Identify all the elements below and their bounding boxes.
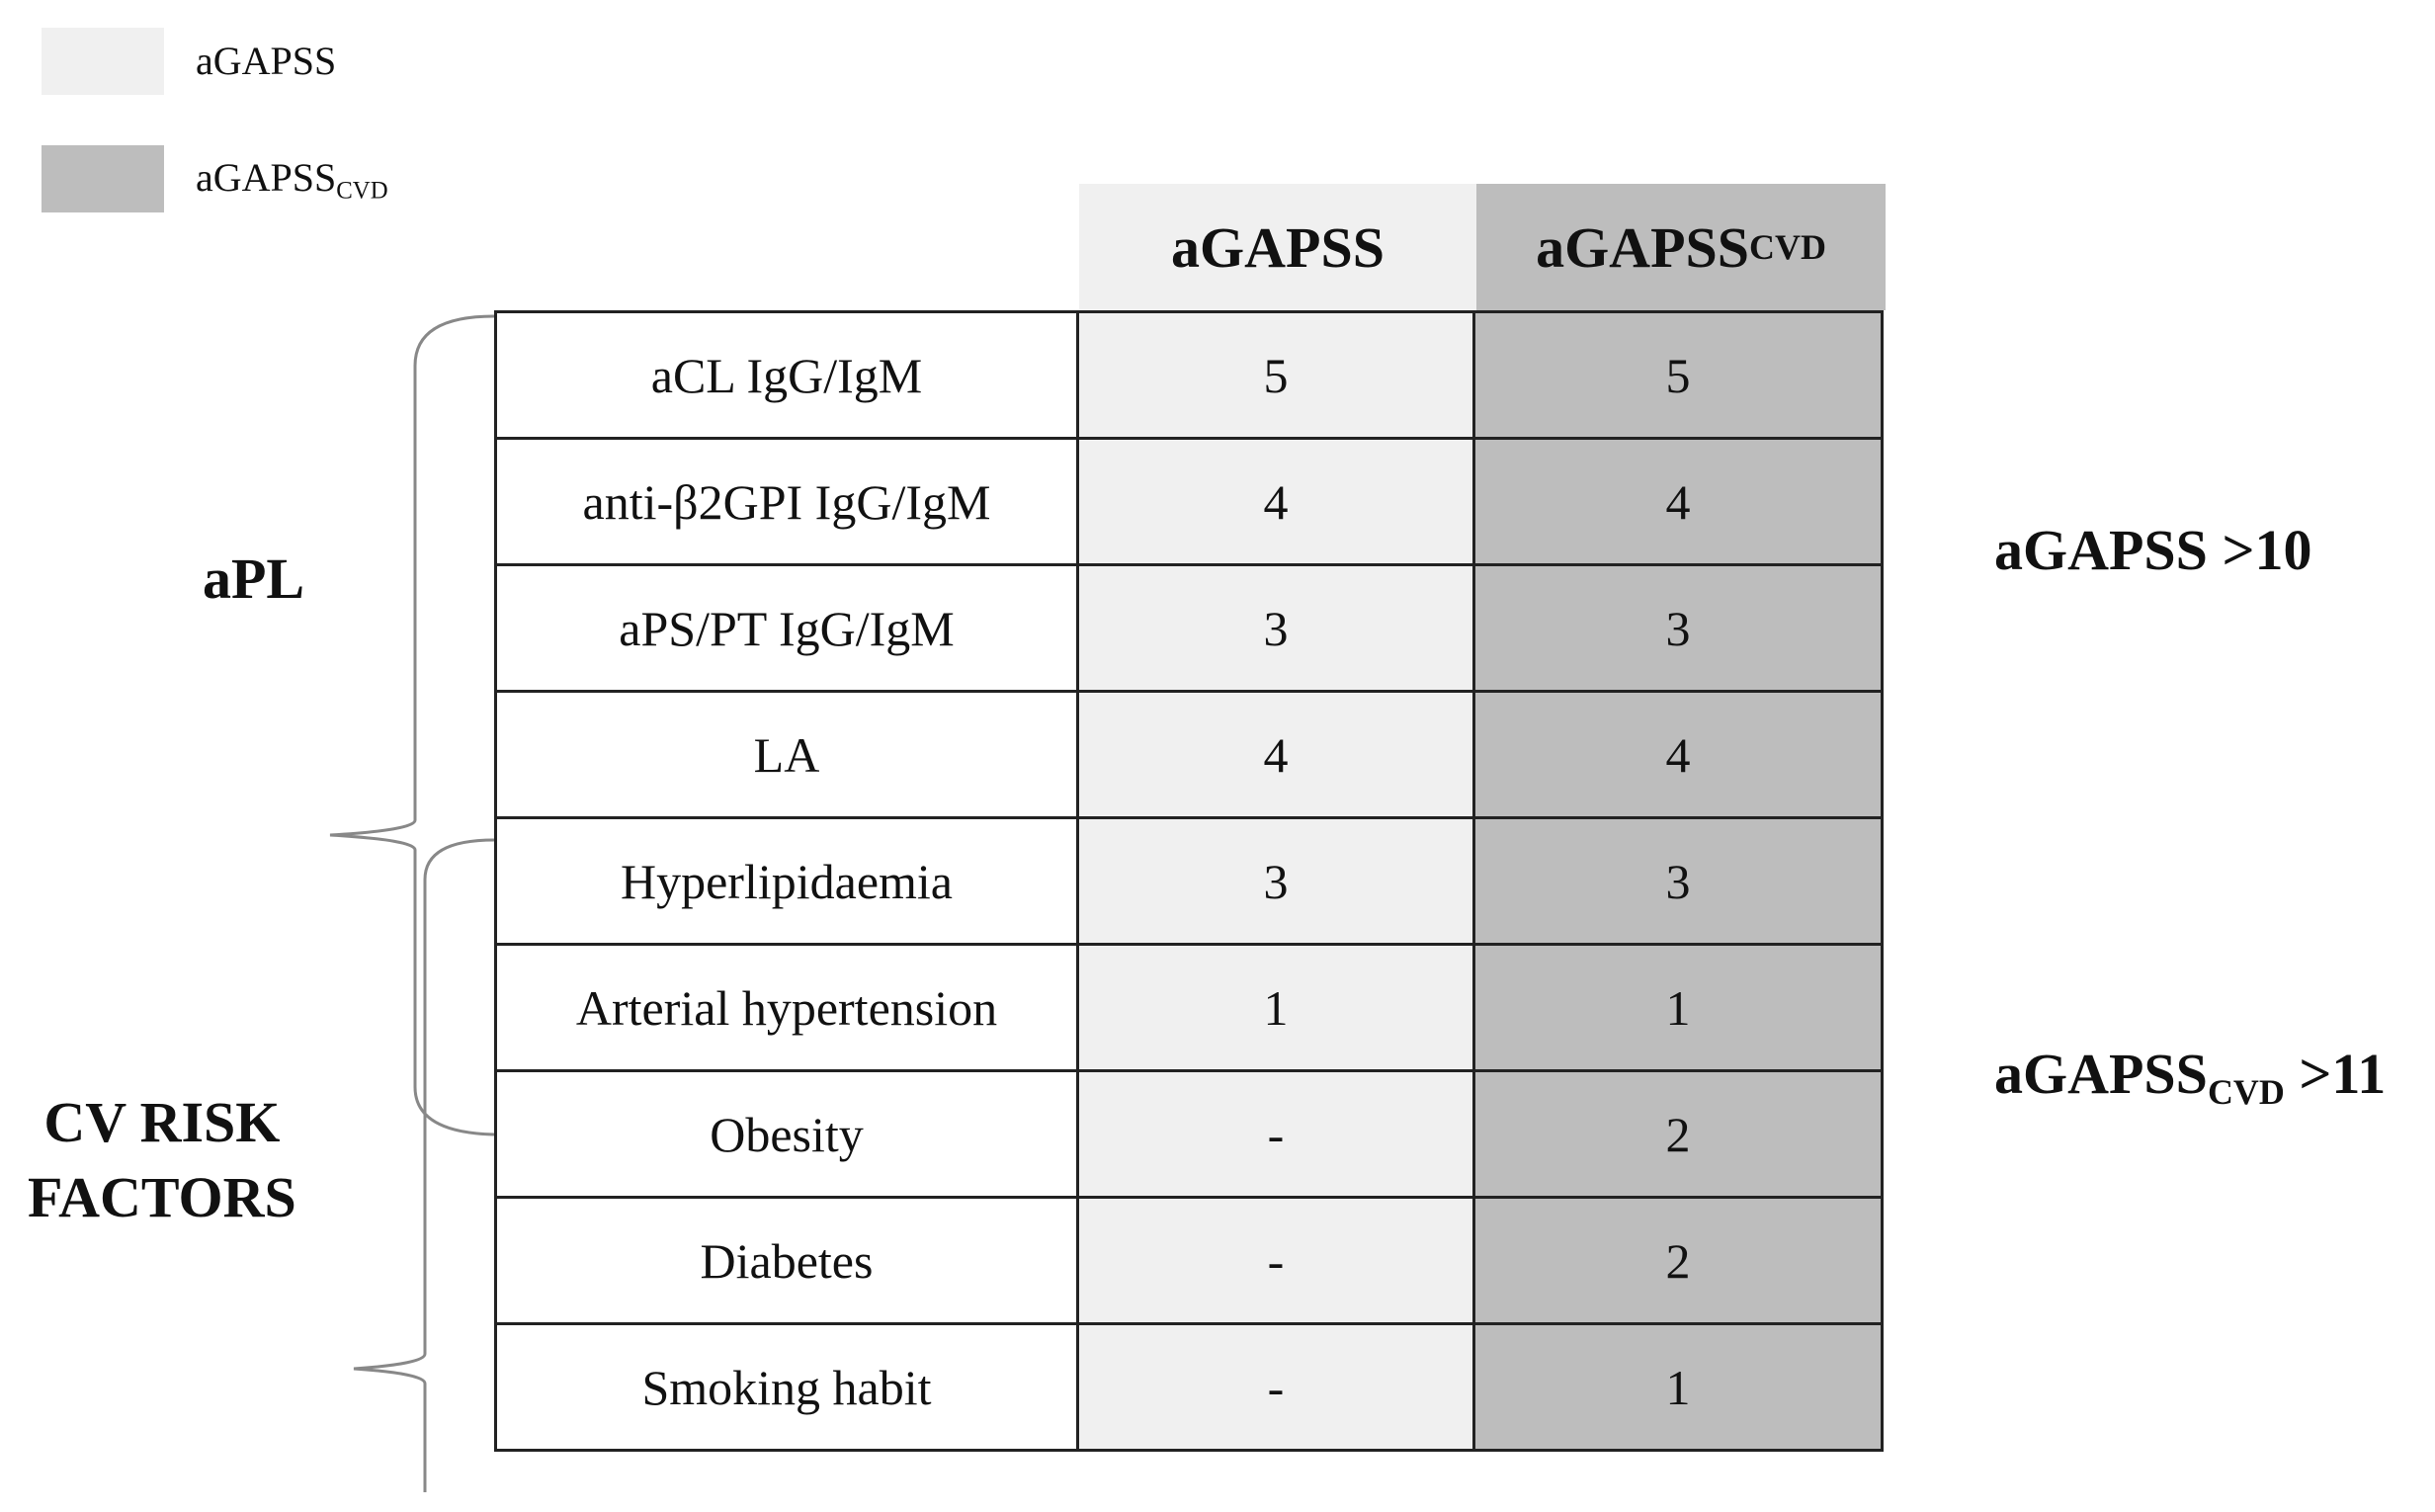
column-header-agapss-cvd: aGAPSS CVD [1476,184,1886,310]
agapss-score-cell: - [1078,1071,1474,1198]
table-row [496,1324,1883,1451]
table-row [496,1071,1883,1198]
agapss-cvd-score-cell: 1 [1474,945,1883,1071]
legend-label-agapss-cvd: aGAPSS$_{CVD}$ [196,155,388,205]
agapss-score-cell: 1 [1078,945,1474,1071]
agapss-score-cell: 4 [1078,692,1474,818]
agapss-cvd-score-cell: 4 [1474,439,1883,565]
table-row [496,945,1883,1071]
group-label-cv-risk-factors: CV RISK FACTORS [28,1090,296,1229]
agapss-cvd-score-cell: 2 [1474,1198,1883,1324]
parameter-cell: aPS/PT IgG/IgM [496,565,1078,692]
agapss-score-cell: 3 [1078,565,1474,692]
column-header-agapss: aGAPSS [1079,184,1476,310]
legend-swatch-agapss [42,28,164,95]
parameter-cell: LA [496,692,1078,818]
group-brackets [326,306,504,1492]
agapss-cvd-score-cell: 3 [1474,565,1883,692]
agapss-cvd-score-cell: 5 [1474,312,1883,439]
agapss-score-cell: 4 [1078,439,1474,565]
parameter-cell: Diabetes [496,1198,1078,1324]
table-row [496,692,1883,818]
score-table [494,310,1884,1452]
cv-risk-bracket [354,840,494,1492]
threshold-agapss: aGAPSS >10 [1994,518,2312,582]
agapss-cvd-score-cell: 3 [1474,818,1883,945]
parameter-cell: Arterial hypertension [496,945,1078,1071]
table-row [496,1198,1883,1324]
agapss-cvd-score-cell: 4 [1474,692,1883,818]
table-row [496,312,1883,439]
parameter-cell: Obesity [496,1071,1078,1198]
legend-swatch-agapss-cvd [42,145,164,212]
agapss-score-cell: - [1078,1198,1474,1324]
apl-bracket [330,316,494,1134]
agapss-cvd-score-cell: 1 [1474,1324,1883,1451]
group-label-apl: aPL [203,546,305,611]
agapss-cvd-score-cell: 2 [1474,1071,1883,1198]
parameter-cell: anti-β2GPI IgG/IgM [496,439,1078,565]
agapss-score-cell: 3 [1078,818,1474,945]
parameter-cell: Hyperlipidaemia [496,818,1078,945]
parameter-cell: aCL IgG/IgM [496,312,1078,439]
legend-label-agapss: aGAPSS [196,39,337,83]
threshold-agapss-cvd: aGAPSS$_{CVD}$ >11 [1994,1042,2387,1112]
table-row [496,818,1883,945]
table-row [496,565,1883,692]
parameter-cell: Smoking habit [496,1324,1078,1451]
table-row [496,439,1883,565]
agapss-score-cell: 5 [1078,312,1474,439]
agapss-score-cell: - [1078,1324,1474,1451]
